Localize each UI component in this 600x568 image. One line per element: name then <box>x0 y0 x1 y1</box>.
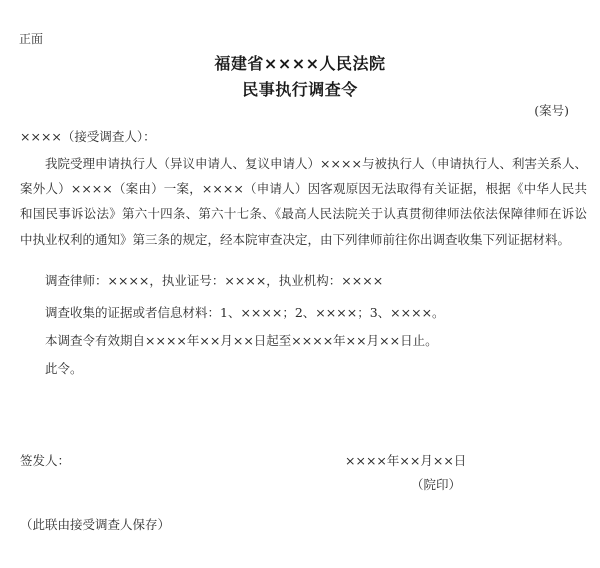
document-title: 民事执行调查令 <box>242 80 358 99</box>
addressee-line: ××××（接受调查人）： <box>20 129 156 144</box>
court-seal-note: （院印） <box>411 477 462 492</box>
court-name-title: 福建省××××人民法院 <box>214 54 386 73</box>
main-paragraph: 我院受理申请执行人（异议申请人、复议申请人）××××与被执行人（申请执行人、利害关系人、案外人）××××（案由）一案，××××（申请人）因客观原因无法取得有关证据，根据《中华人民共和国民事诉讼法》第六十四条、第六十七条、《最高人民法院关于认真贯彻律师法依法保障律师在诉讼中执业权利的通知》第三条的规定，经本院审查决定，由下列律师前往你出调查收集下列证据材料。 <box>20 156 587 247</box>
issue-date: ××××年××月××日 <box>345 453 467 468</box>
validity-period-line: 本调查令有效期自××××年××月××日起至××××年××月××日止。 <box>45 333 438 348</box>
case-number: (案号) <box>534 103 569 118</box>
evidence-materials-line: 调查收集的证据或者信息材料：1、××××；2、××××；3、××××。 <box>45 305 445 320</box>
order-closing-line: 此令。 <box>45 361 83 376</box>
investigating-lawyer-line: 调查律师：××××，执业证号：××××，执业机构：×××× <box>45 273 384 288</box>
signer-label: 签发人： <box>20 453 71 468</box>
side-label: 正面 <box>19 32 44 46</box>
retention-note: （此联由接受调查人保存） <box>20 517 171 532</box>
